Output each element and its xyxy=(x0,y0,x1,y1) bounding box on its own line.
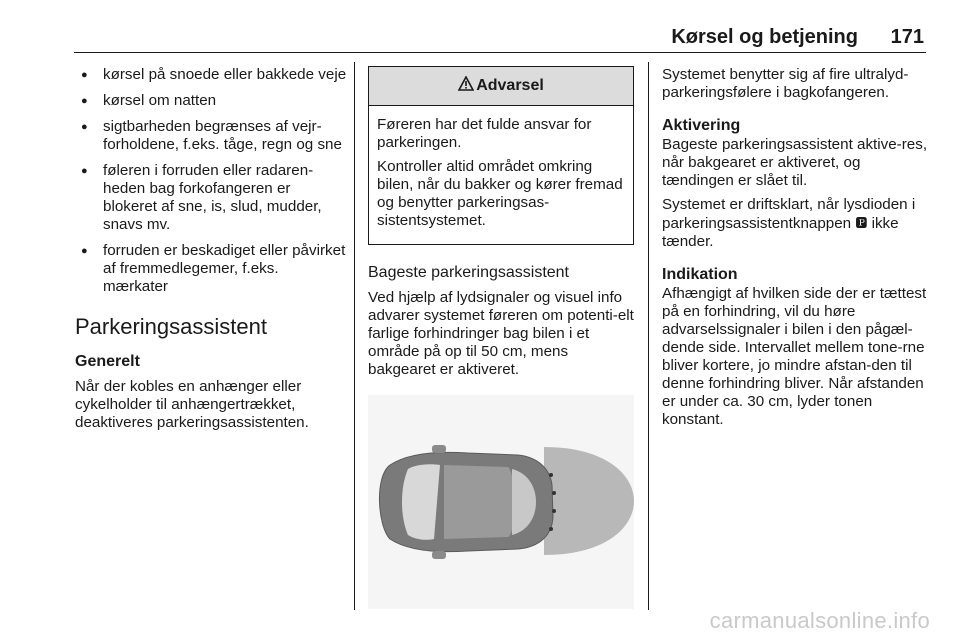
rear-assist-paragraph: Ved hjælp af lydsignaler og visuel info advarer systemet føreren om potenti-elt farlige forhindringer bag bilen i et område på op til 50 cm, mens bakgearet er aktiveret. xyxy=(368,289,634,378)
column-middle xyxy=(368,66,634,609)
list-item: ● sigtbarheden begrænses af vejr-forholdene, f.eks. tåge, regn og sne xyxy=(75,118,347,154)
parking-assist-icon: 🅿 xyxy=(855,216,868,230)
column-left xyxy=(75,66,347,432)
header-divider xyxy=(74,52,926,53)
list-item: ● føleren i forruden eller radaren-heden bag forkofangeren er blokeret af sne, is, slud, mudder, snavs mv. xyxy=(75,162,347,234)
car-sensor-illustration xyxy=(368,395,634,609)
activation-status-paragraph: Systemet er driftsklart, når lysdioden i parkeringsassistentknappen 🅿 ikke tænder. xyxy=(662,196,916,250)
list-item: ● forruden er beskadiget eller påvirket af fremmedlegemer, f.eks. mærkater xyxy=(75,242,347,296)
list-item: ● kørsel på snoede eller bakkede veje xyxy=(75,66,347,84)
warning-header xyxy=(369,67,633,106)
subsection-heading: Generelt xyxy=(75,353,140,370)
warning-title: Advarsel xyxy=(476,77,544,94)
section-heading: Bageste parkeringsassistent xyxy=(368,264,569,281)
column-divider-2 xyxy=(648,62,649,610)
warning-triangle-icon xyxy=(458,76,474,96)
warning-box xyxy=(368,66,634,245)
indication-heading: Indikation xyxy=(662,266,738,283)
list-item: ● kørsel om natten xyxy=(75,92,347,110)
warning-text: Kontroller altid området omkring bilen, når du bakker og kører fremad og benytter parkeringsas-sistentsystemet. xyxy=(377,158,623,229)
intro-paragraph: Systemet benytter sig af fire ultralyd-parkeringsfølere i bagkofangeren. xyxy=(662,66,909,101)
section-heading: Parkeringsassistent xyxy=(75,314,267,339)
watermark: carmanualsonline.info xyxy=(709,608,930,633)
indication-paragraph: Afhængigt af hvilken side der er tættest på en forhindring, vil du høre advarselssignaler i bilen i den pågæl-dende side. Intervallet mellem tone-rne bliver kortere, jo mindre afstan-den til denne forhindring bliver. Når afstanden er under ca. 30 cm, lyder tonen konstant. xyxy=(662,285,927,428)
activation-paragraph: Bageste parkeringsassistent aktive-res, når bakgearet er aktiveret, og tændingen er slået til. xyxy=(662,136,928,189)
column-divider-1 xyxy=(354,62,355,610)
warning-body xyxy=(369,106,633,244)
activation-heading: Aktivering xyxy=(662,117,741,134)
page-header xyxy=(74,26,926,52)
column-right xyxy=(662,66,928,429)
section-title: Kørsel og betjening xyxy=(671,26,858,48)
warning-text: Føreren har det fulde ansvar for parkeringen. xyxy=(377,116,592,151)
page-number: 171 xyxy=(890,26,924,48)
condition-list xyxy=(75,66,347,296)
general-paragraph: Når der kobles en anhænger eller cykelholder til anhængertrækket, deaktiveres parkeringsassistenten. xyxy=(75,378,309,431)
